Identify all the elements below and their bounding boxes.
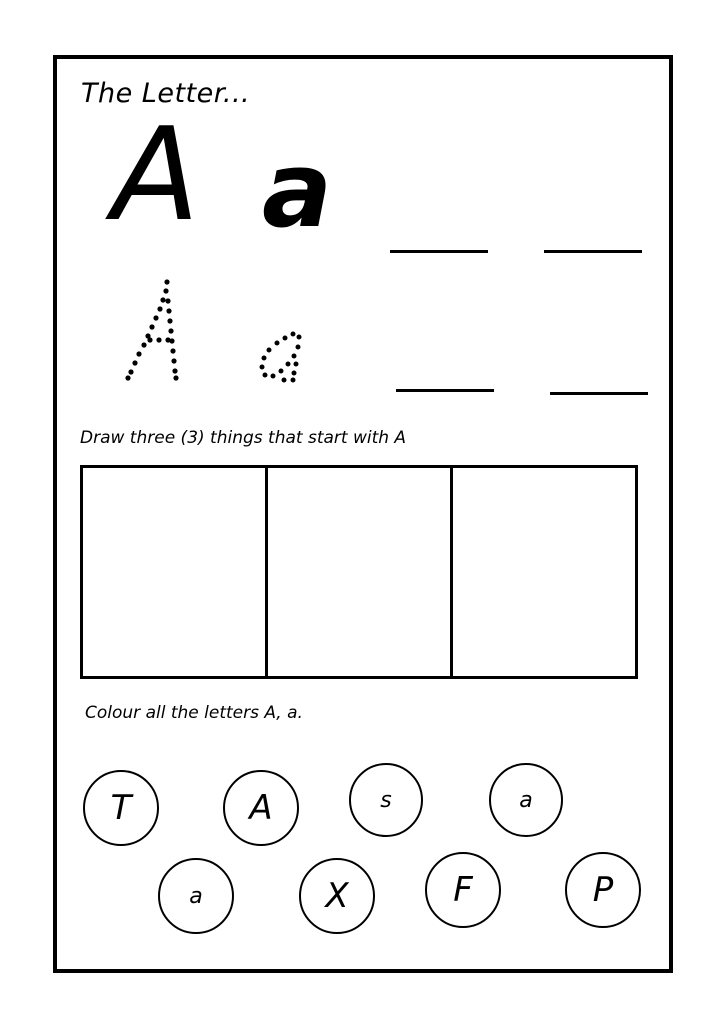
letter-circle[interactable]: T (83, 770, 159, 846)
page-title: The Letter... (81, 78, 251, 109)
letter-circle[interactable]: P (565, 852, 641, 928)
tracing-uppercase-letter[interactable] (120, 276, 190, 386)
letter-circle[interactable]: a (158, 858, 234, 934)
drawing-box-2[interactable] (268, 468, 453, 676)
model-lowercase-letter: a (262, 129, 333, 251)
writing-line-2[interactable] (544, 250, 642, 253)
letter-circle[interactable]: F (425, 852, 501, 928)
letter-circle[interactable]: s (349, 763, 423, 837)
writing-line-4[interactable] (550, 392, 648, 395)
drawing-boxes (80, 465, 638, 679)
draw-prompt: Draw three (3) things that start with A (80, 428, 407, 448)
letter-circle[interactable]: X (299, 858, 375, 934)
letter-circle[interactable]: a (489, 763, 563, 837)
writing-line-3[interactable] (396, 389, 494, 392)
writing-line-1[interactable] (390, 250, 488, 253)
colour-prompt: Colour all the letters A, a. (85, 703, 303, 723)
tracing-lowercase-letter[interactable] (255, 328, 305, 384)
letter-circle[interactable]: A (223, 770, 299, 846)
drawing-box-1[interactable] (83, 468, 268, 676)
drawing-box-3[interactable] (453, 468, 635, 676)
model-uppercase-letter: A (112, 101, 200, 250)
